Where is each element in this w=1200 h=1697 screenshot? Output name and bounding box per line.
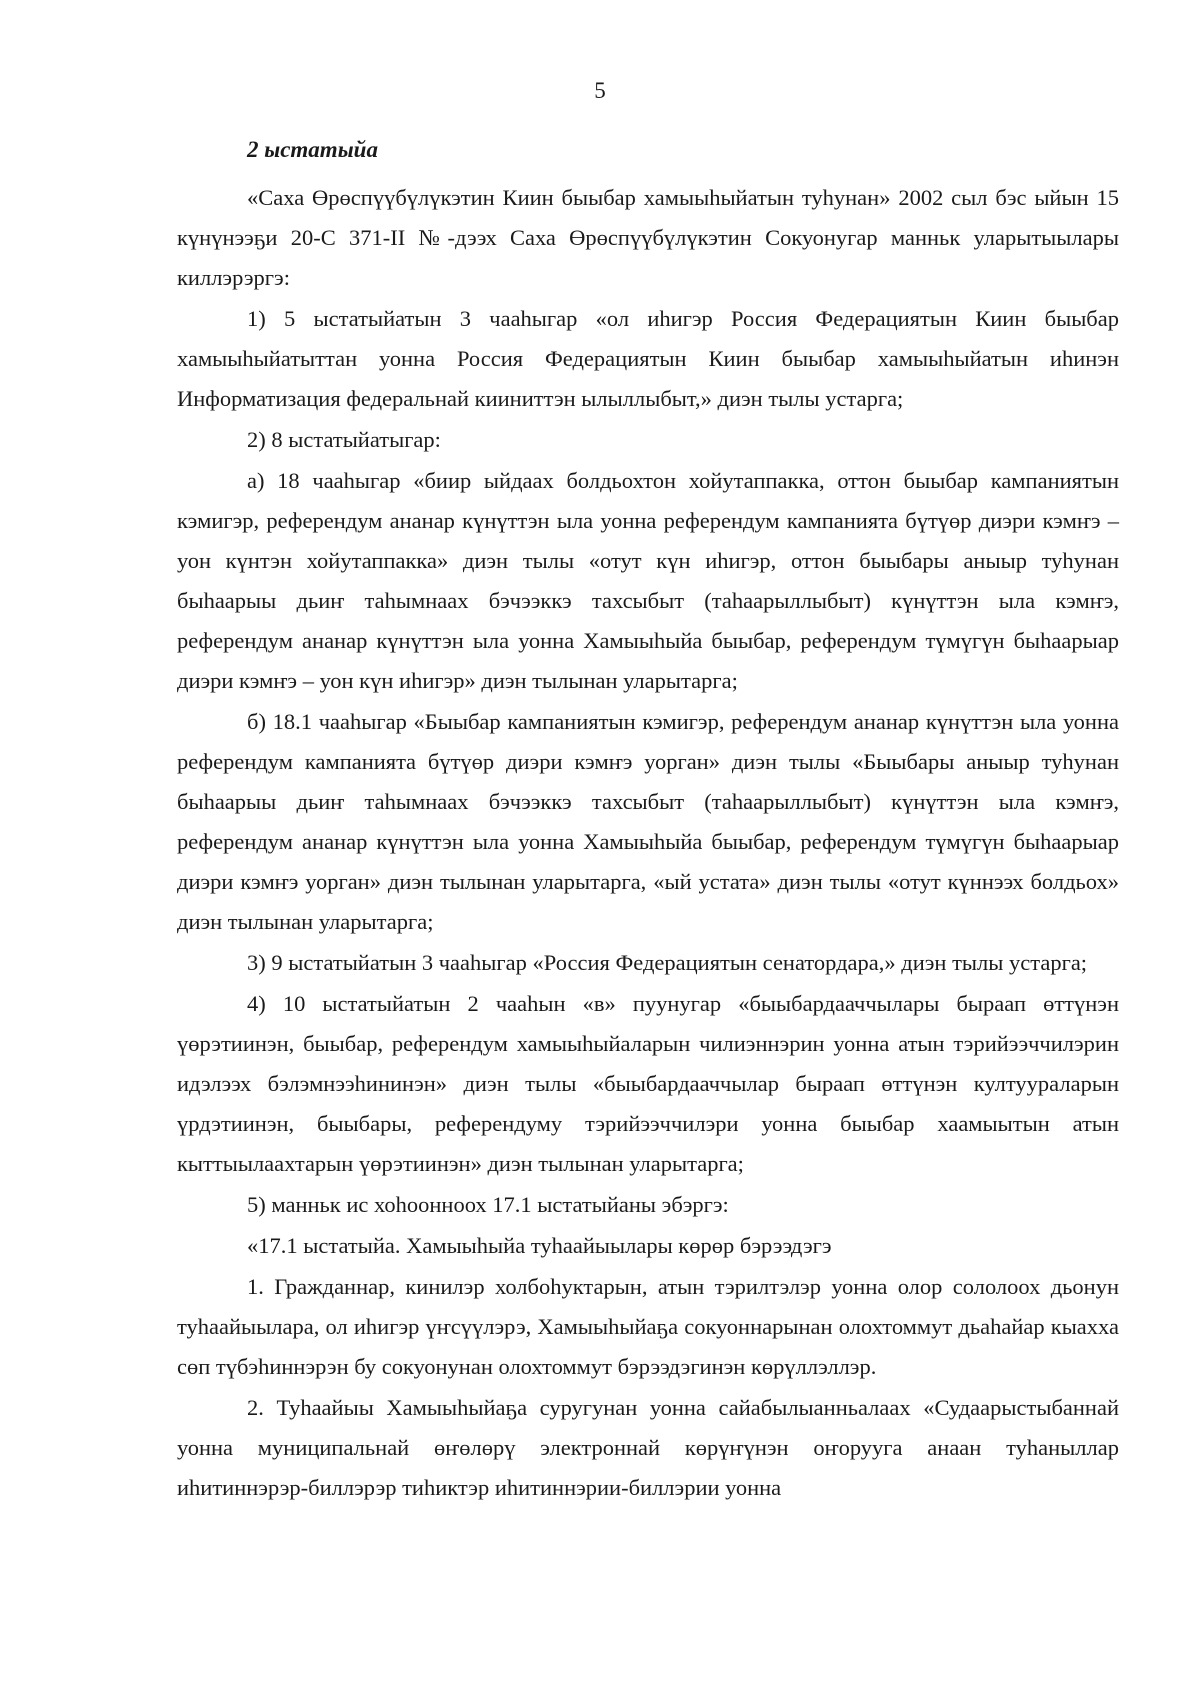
paragraph-item-2a: а) 18 чааһыгар «биир ыйдаах болдьохтон хойутаппакка, оттон быыбар кампаниятын кэмигэр, референдум ананар күнүттэн ыла уонна референдум кампаниятa бүтүөр диэри кэмҥэ – уон күнтэн хойутаппакка» диэн тылы «отут күн иһигэр, оттон быыбары аныыр туһунан быһаарыы дьиҥ таһымнаах бэчээккэ тахсыбыт (таһаарыллыбыт) күнүттэн ыла кэмҥэ, референдум ананар күнүттэн ыла уонна Хамыыһыйа быыбар, референдум түмүгүн быһаарыар диэри кэмҥэ – уон күн иһигэр» диэн тылынан уларытарга;	[177, 468, 1119, 693]
paragraph-item-2: 2) 8 ыстатыйатыгар:	[247, 427, 441, 452]
page-number: 5	[594, 78, 606, 103]
paragraph-intro: «Саха Өрөспүүбүлүкэтин Киин быыбар хамыыһыйатын туһунан» 2002 сыл бэс ыйын 15 күнүнээҕи 20-С 371-II №-дээх Саха Өрөспүүбүлүкэтин Сокуонугар манньк уларытыылары киллэрэргэ:	[177, 185, 1119, 290]
paragraph-item-4: 4) 10 ыстатыйатын 2 чааһын «в» пуунугар «быыбардааччылары быраап өттүнэн үөрэтиинэн, быыбар, референдум хамыыһыйаларын чилиэннэрин уонна атын тэрийээччилэрин идэлээх бэлэмнээһининэн» диэн тылы «быыбардааччылар быраап өттүнэн култуураларын үрдэтиинэн, быыбары, референдуму тэрийээччилэри уонна быыбар хаамыытын атын кыттыылаахтарын үөрэтиинэн» диэн тылынан уларытарга;	[177, 991, 1119, 1176]
paragraph-item-3: 3) 9 ыстатыйатын 3 чааһыгар «Россия Федерациятын сенатордара,» диэн тылы устарга;	[247, 950, 1088, 975]
paragraph-article-17-1-part-1: 1. Гражданнар, кинилэр холбоһуктарын, атын тэрилтэлэр уонна олор сололоох дьонун туһаайыылара, ол иһигэр үҥсүүлэрэ, Хамыыһыйаҕа сокуоннарынан олохтоммут дьаһайар кыахха сөп түбэһиннэрэн бу сокуонунан олохтоммут бэрээдэгинэн көрүллэллэр.	[177, 1274, 1119, 1379]
article-heading: 2 ыстатыйа	[247, 137, 378, 162]
paragraph-item-5: 5) манньк ис хоһоонноох 17.1 ыстатыйаны эбэргэ:	[247, 1192, 729, 1217]
paragraph-article-17-1-part-2: 2. Туһаайыы Хамыыһыйаҕа суругунан уонна сайабылыанньалаах «Судаарыстыбаннай уонна муниципальнай өҥөлөрү электроннай көрүҥүнэн оҥорууга анаан туһаныллар иһитиннэрэр-биллэрэр тиһиктэр иһитиннэрии-биллэрии уонна	[177, 1395, 1119, 1500]
paragraph-item-2b: б) 18.1 чааһыгар «Быыбар кампаниятын кэмигэр, референдум ананар күнүттэн ыла уонна референдум кампаниятa бүтүөр диэри кэмҥэ уорган» диэн тылы «Быыбары аныыр туһунан быһаарыы дьиҥ таһымнаах бэчээккэ тахсыбыт (таһаарыллыбыт) күнүттэн ыла кэмҥэ, референдум ананар күнүттэн ыла уонна Хамыыһыйа быыбар, референдум түмүгүн быһаарыар диэри кэмҥэ уорган» диэн тылынан уларытарга, «ый устата» диэн тылы «отут күннээх болдьох» диэн тылынан уларытарга;	[177, 709, 1119, 934]
document-body	[177, 130, 1119, 1508]
paragraph-item-1: 1) 5 ыстатыйатын 3 чааһыгар «ол иһигэр Россия Федерациятын Киин быыбар хамыыһыйатыттан уонна Россия Федерациятын Киин быыбар хамыыһыйатын иһинэн Информатизация федеральнай кииниттэн ылыллыбыт,» диэн тылы устарга;	[177, 306, 1119, 411]
paragraph-article-17-1-title: «17.1 ыстатыйа. Хамыыһыйа туһаайыылары көрөр бэрээдэгэ	[247, 1233, 832, 1258]
